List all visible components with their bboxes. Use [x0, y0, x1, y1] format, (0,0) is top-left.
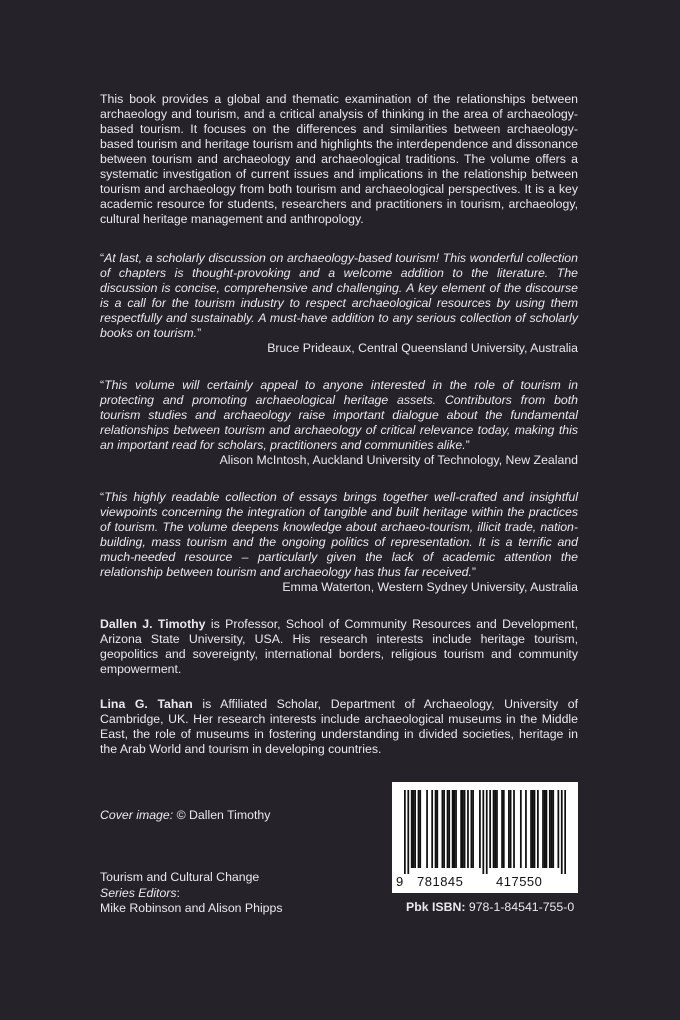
cover-image-owner: © Dallen Timothy [176, 808, 271, 822]
barcode-bar [486, 790, 488, 874]
barcode-bar [442, 790, 444, 868]
endorsement-text: This volume will certainly appeal to anyone interested in the role of tourism in protecting and promoting archaeological heritage assets. Contributors from both tourism studies and archaeology raise important dialogue about the fundamental relationships between tourism and archaeology of critical relevance today, making this an important read for scholars, practitioners and communities alike. [100, 378, 578, 452]
isbn-number: 978-1-84541-755-0 [468, 900, 575, 914]
endorsement-2: “This volume will certainly appeal to anyone interested in the role of tourism in protecting and promoting archaeological heritage assets. Contributors from both tourism studies and archaeology raise important dialogue about the fundamental relationships between tourism and archaeology of critical relevance today, making this an important read for scholars, practitioners and communities alike.” Alison McIntosh, Auckland University of Technology, New Zealand [100, 378, 578, 467]
barcode-bar [448, 790, 450, 868]
barcode-bar [460, 790, 462, 868]
barcode-bar [525, 790, 527, 868]
barcode-bar [520, 790, 522, 868]
cover-image-credit [100, 808, 270, 822]
barcode-bar [482, 790, 484, 874]
cover-image-label: Cover image: [100, 808, 174, 822]
series-editors: Mike Robinson and Alison Phipps [100, 901, 283, 915]
author-name: Lina G. Tahan [100, 697, 193, 711]
barcode-bar [489, 790, 491, 868]
barcode [392, 782, 578, 893]
barcode-bar [414, 790, 416, 868]
barcode-bar [464, 790, 466, 868]
barcode-bar [462, 790, 464, 868]
book-description: This book provides a global and thematic examination of the relationships between archaeology and tourism, and a critical analysis of thinking in the area of archaeology-based tourism. It focuses on the differences and similarities between archaeology-based tourism and heritage tourism and highlights the interdependence and dissonance between tourism and archaeology and archaeological traditions. The volume offers a systematic investigation of current issues and implications in the relationship between tourism and archaeology from both tourism and archaeological perspectives. It is a key academic resource for students, researchers and practitioners in tourism, archaeology, cultural heritage management and anthropology. [100, 92, 578, 226]
barcode-bar [510, 790, 512, 868]
barcode-bar [494, 790, 496, 868]
barcode-bar [455, 790, 457, 868]
author-bio-2 [100, 697, 578, 757]
barcode-bar [452, 790, 454, 868]
barcode-bar [471, 790, 473, 868]
barcode-bar [530, 790, 532, 868]
endorsement-text: This highly readable collection of essays brings together well-crafted and insightful viewpoints concerning the integration of tangible and built heritage within the practices of tourism. The volume deepens knowledge about archaeo-tourism, illicit trade, nation-building, mass tourism and the ongoing politics of representation. It is a terrific and much-needed resource – particularly given the lack of academic attention the relationship between tourism and archaeology has thus far received. [100, 490, 578, 579]
endorsement-text: At last, a scholarly discussion on archaeology-based tourism! This wonderful collection of chapters is thought-provoking and a welcome addition to the literature. The discussion is concise, comprehensive and challenging. A key element of the discourse is a call for the tourism industry to respect archaeological resources by using them respectfully and sustainably. A must-have addition to any serious collection of scholarly books on tourism. [100, 251, 578, 340]
barcode-bar [404, 790, 406, 874]
barcode-bar [479, 790, 481, 868]
barcode-bar [426, 790, 428, 868]
author-bio-1 [100, 617, 578, 677]
barcode-bar [493, 790, 495, 868]
barcode-bar [546, 790, 548, 868]
isbn-label: Pbk ISBN: [406, 900, 466, 914]
series-editors-label: Series Editors [100, 885, 177, 900]
back-cover-text [100, 92, 578, 777]
barcode-bar [503, 790, 505, 868]
barcode-bar [453, 790, 455, 868]
barcode-bar [508, 790, 510, 868]
barcode-bar [542, 790, 544, 868]
barcode-bar [418, 790, 420, 868]
barcode-bar [564, 790, 566, 874]
author-bio-text: is Affiliated Scholar, Department of Archaeology, University of Cambridge, UK. Her research interests include archaeological museums in the Middle East, the role of museums in fostering understanding in divided societies, heritage in the Arab World and tourism in developing countries. [100, 697, 578, 756]
barcode-bar [467, 790, 469, 868]
barcode-bar [435, 790, 437, 868]
barcode-bar [534, 790, 536, 868]
barcode-bar [431, 790, 433, 868]
barcode-bar [407, 790, 409, 874]
barcode-bar [532, 790, 534, 868]
barcode-bar [472, 790, 474, 868]
barcode-bar [447, 790, 449, 868]
series-name: Tourism and Cultural Change [100, 870, 260, 884]
barcode-left-digits: 781845 [417, 874, 464, 889]
endorsement-attribution: Alison McIntosh, Auckland University of Technology, New Zealand [219, 453, 578, 467]
barcode-bar [411, 790, 413, 868]
endorsement-attribution: Bruce Prideaux, Central Queensland University, Australia [267, 341, 578, 355]
barcode-right-digits: 417550 [496, 874, 543, 889]
barcode-bar [496, 790, 498, 868]
endorsement-3: “This highly readable collection of essays brings together well-crafted and insightful viewpoints concerning the integration of tangible and built heritage within the practices of tourism. The volume deepens knowledge about archaeo-tourism, illicit trade, nation-building, mass tourism and the ongoing politics of representation. It is a terrific and much-needed resource – particularly given the lack of academic attention the relationship between tourism and archaeology has thus far received.” Emma Waterton, Western Sydney University, Australia [100, 490, 578, 594]
barcode-bar [537, 790, 539, 868]
barcode-bar [513, 790, 515, 868]
barcode-bar [561, 790, 563, 874]
author-bio-text: is Professor, School of Community Resources and Development, Arizona State University, USA. His research interests include heritage tourism, geopolitics and sovereignty, international borders, religious tourism and community empowerment. [100, 617, 578, 676]
barcode-bar [544, 790, 546, 868]
barcode-bar [549, 790, 551, 868]
barcode-bar [436, 790, 438, 868]
barcode-bar [413, 790, 415, 868]
endorsement-1: “At last, a scholarly discussion on archaeology-based tourism! This wonderful collection of chapters is thought-provoking and a welcome addition to the literature. The discussion is concise, comprehensive and challenging. A key element of the discourse is a call for the tourism industry to respect archaeological resources by using them respectfully and sustainably. A must-have addition to any serious collection of scholarly books on tourism.” Bruce Prideaux, Central Queensland University, Australia [100, 251, 578, 355]
endorsement-attribution: Emma Waterton, Western Sydney University, Australia [282, 580, 578, 594]
barcode-bar [443, 790, 445, 868]
barcode-bar [552, 790, 554, 868]
barcode-first-digit: 9 [396, 874, 404, 889]
barcode-bar [557, 790, 559, 868]
barcode-bar [419, 790, 421, 868]
isbn [406, 900, 574, 914]
series-info: Tourism and Cultural Change Series Editors: Mike Robinson and Alison Phipps [100, 870, 283, 915]
barcode-bars [404, 790, 566, 874]
barcode-bar [551, 790, 553, 868]
author-name: Dallen J. Timothy [100, 617, 206, 631]
barcode-bar [501, 790, 503, 868]
